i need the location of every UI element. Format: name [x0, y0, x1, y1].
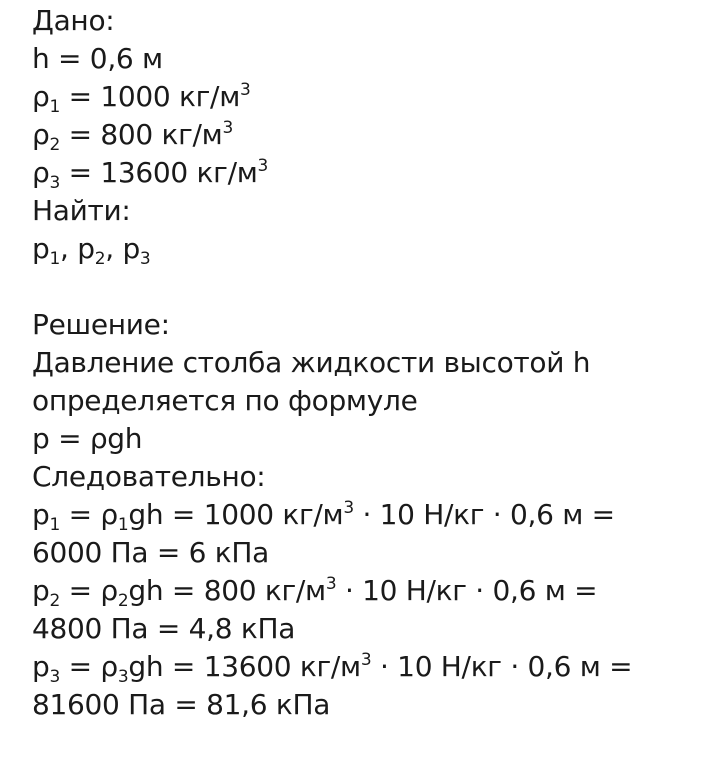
density-index: 2	[117, 591, 129, 611]
pressure-index: 2	[49, 591, 61, 611]
density-index: 3	[117, 667, 129, 687]
calc-tail: · 10 Н/кг · 0,6 м =	[336, 574, 598, 607]
solution-heading: Решение:	[32, 308, 170, 341]
pressure-symbol: p	[77, 232, 95, 265]
given-density-2	[32, 116, 712, 154]
separator: ,	[105, 232, 123, 265]
density-value: = 13600 кг/м	[60, 156, 258, 189]
density-symbol: ρ	[100, 498, 118, 531]
equals: =	[60, 498, 101, 531]
density-symbol: ρ	[100, 650, 118, 683]
calculation-3	[32, 648, 712, 686]
calculation-3-result: 81600 Па = 81,6 кПа	[32, 688, 331, 721]
given-height: h = 0,6 м	[32, 42, 163, 75]
pressure-index: 3	[139, 249, 151, 269]
given-density-1	[32, 78, 712, 116]
pressure-symbol: p	[122, 232, 140, 265]
calculation-2	[32, 572, 712, 610]
pressure-symbol: p	[32, 650, 50, 683]
calc-expression: gh = 800 кг/м	[128, 574, 326, 607]
density-value: = 1000 кг/м	[60, 80, 241, 113]
separator: ,	[60, 232, 78, 265]
pressure-index: 1	[49, 515, 61, 535]
pressure-formula: p = ρgh	[32, 422, 143, 455]
unit-exponent: 3	[240, 80, 251, 100]
pressure-index: 1	[49, 249, 61, 269]
pressure-symbol: p	[32, 574, 50, 607]
density-symbol: ρ	[32, 80, 50, 113]
pressure-symbol: p	[32, 498, 50, 531]
find-heading: Найти:	[32, 194, 131, 227]
unit-exponent: 3	[360, 650, 372, 670]
unit-exponent: 3	[325, 574, 337, 594]
find-values	[32, 230, 712, 268]
calc-expression: gh = 13600 кг/м	[128, 650, 361, 683]
blank-line	[32, 268, 712, 306]
given-heading: Дано:	[32, 4, 115, 37]
calc-tail: · 10 Н/кг · 0,6 м =	[371, 650, 633, 683]
density-symbol: ρ	[100, 574, 118, 607]
unit-exponent: 3	[222, 118, 234, 138]
pressure-index: 2	[94, 249, 106, 269]
density-symbol: ρ	[32, 118, 50, 151]
density-value: = 800 кг/м	[60, 118, 223, 151]
solution-sheet	[32, 2, 712, 724]
pressure-symbol: p	[32, 232, 50, 265]
pressure-index: 3	[49, 667, 61, 687]
density-index: 1	[49, 97, 61, 117]
given-density-3	[32, 154, 712, 192]
equals: =	[60, 574, 101, 607]
calculation-1	[32, 496, 712, 534]
calc-expression: gh = 1000 кг/м	[128, 498, 344, 531]
density-index: 2	[49, 135, 61, 155]
therefore-heading: Следовательно:	[32, 460, 266, 493]
calc-tail: · 10 Н/кг · 0,6 м =	[353, 498, 615, 531]
solution-text-2: определяется по формуле	[32, 384, 418, 417]
equals: =	[60, 650, 101, 683]
density-index: 1	[117, 515, 129, 535]
density-index: 3	[49, 173, 61, 193]
solution-text-1: Давление столба жидкости высотой h	[32, 346, 591, 379]
density-symbol: ρ	[32, 156, 50, 189]
unit-exponent: 3	[257, 156, 269, 176]
calculation-2-result: 4800 Па = 4,8 кПа	[32, 612, 296, 645]
calculation-1-result: 6000 Па = 6 кПа	[32, 536, 269, 569]
unit-exponent: 3	[343, 498, 354, 518]
